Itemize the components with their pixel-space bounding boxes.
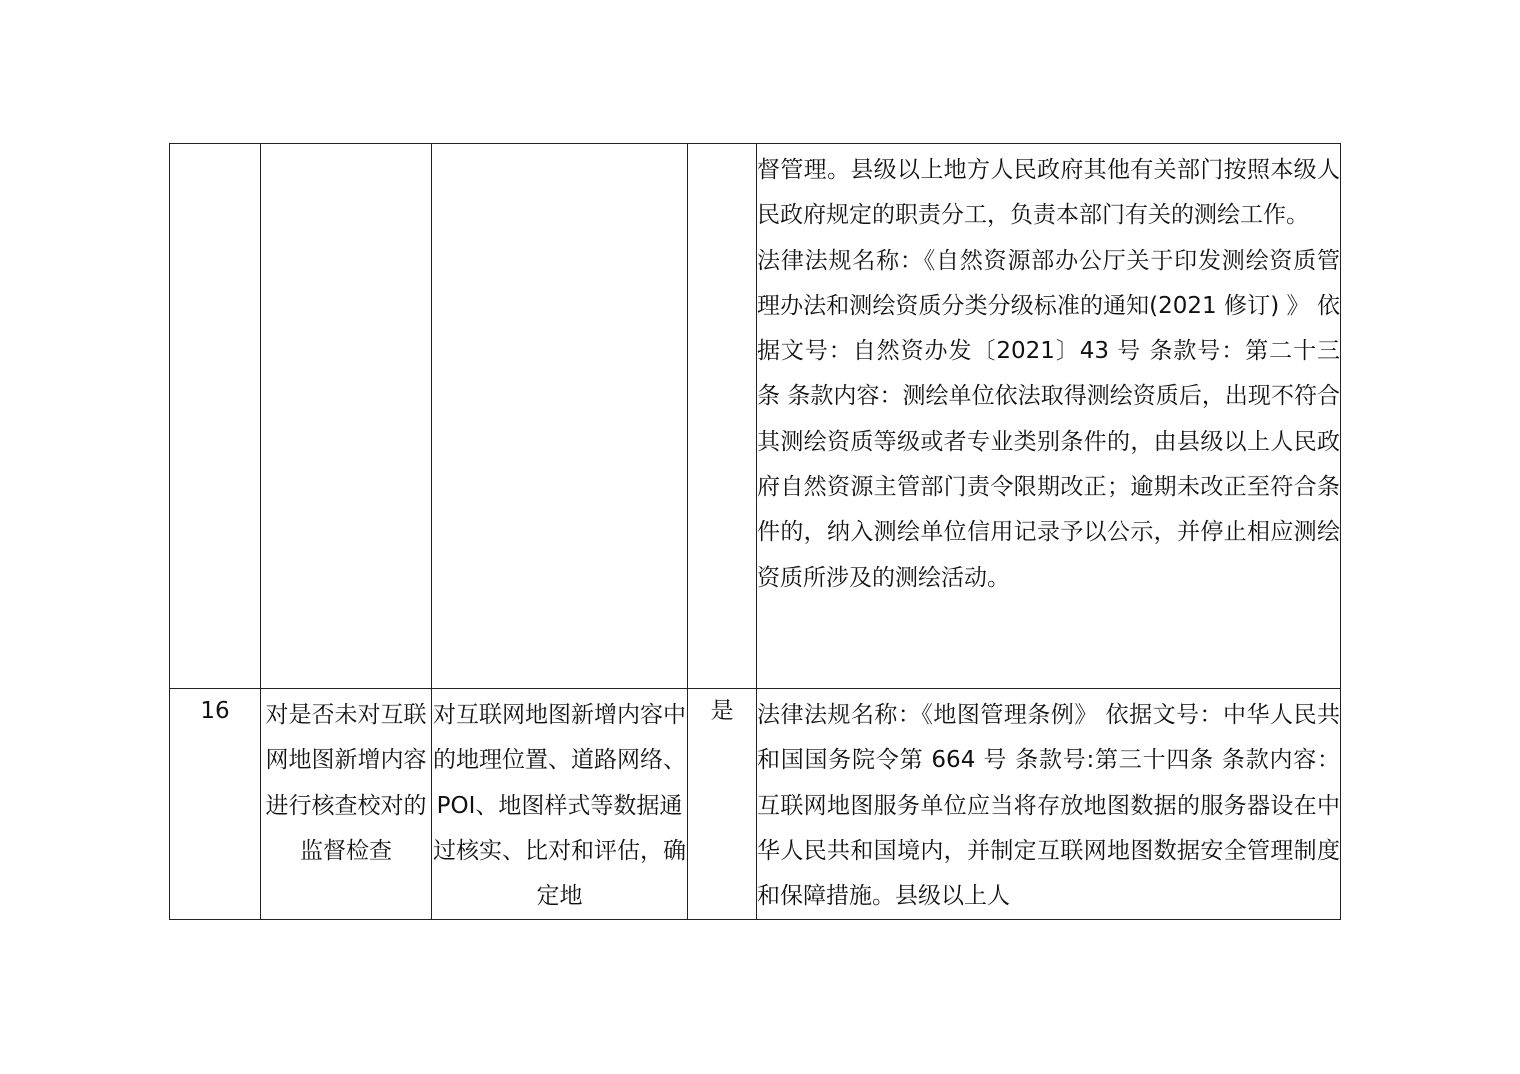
cell-item: 对是否未对互联网地图新增内容进行核查校对的监督检查: [261, 689, 432, 920]
cell-applicable: 是: [688, 689, 757, 920]
cell-legal-basis: [757, 144, 1341, 689]
cell-number: 16: [170, 689, 261, 920]
cell-legal-basis: [757, 689, 1341, 920]
table-row-16: [170, 689, 1341, 920]
legal-basis-paragraph: 法律法规名称：《自然资源部办公厅关于印发测绘资质管理办法和测绘资质分类分级标准的通知(2021 修订) 》 依据文号：自然资办发〔2021〕43 号 条款号：第二十三条 条款内容：测绘单位依法取得测绘资质后，出现不符合其测绘资质等级或者专业类别条件的，由县级以上人民政府自然资源主管部门责令限期改正；逾期未改正至符合条件的，纳入测绘单位信用记录予以公示，并停止相应测绘资质所涉及的测绘活动。: [757, 247, 1340, 591]
supervision-items-table: [169, 143, 1341, 920]
table-row-continuation: [170, 144, 1341, 689]
cell-content: 对互联网地图新增内容中的地理位置、道路网络、POI、地图样式等数据通过核实、比对和评估，确定地: [432, 689, 688, 920]
cell-number: [170, 144, 261, 689]
cell-item: [261, 144, 432, 689]
legal-basis-paragraph: 法律法规名称：《地图管理条例》 依据文号：中华人民共和国国务院令第 664 号 条款号:第三十四条 条款内容：互联网地图服务单位应当将存放地图数据的服务器设在中华人民共和国境内，并制定互联网地图数据安全管理制度和保障措施。县级以上人: [757, 702, 1340, 910]
legal-basis-paragraph: 督管理。县级以上地方人民政府其他有关部门按照本级人民政府规定的职责分工，负责本部门有关的测绘工作。: [757, 157, 1340, 229]
cell-content: [432, 144, 688, 689]
cell-applicable: [688, 144, 757, 689]
